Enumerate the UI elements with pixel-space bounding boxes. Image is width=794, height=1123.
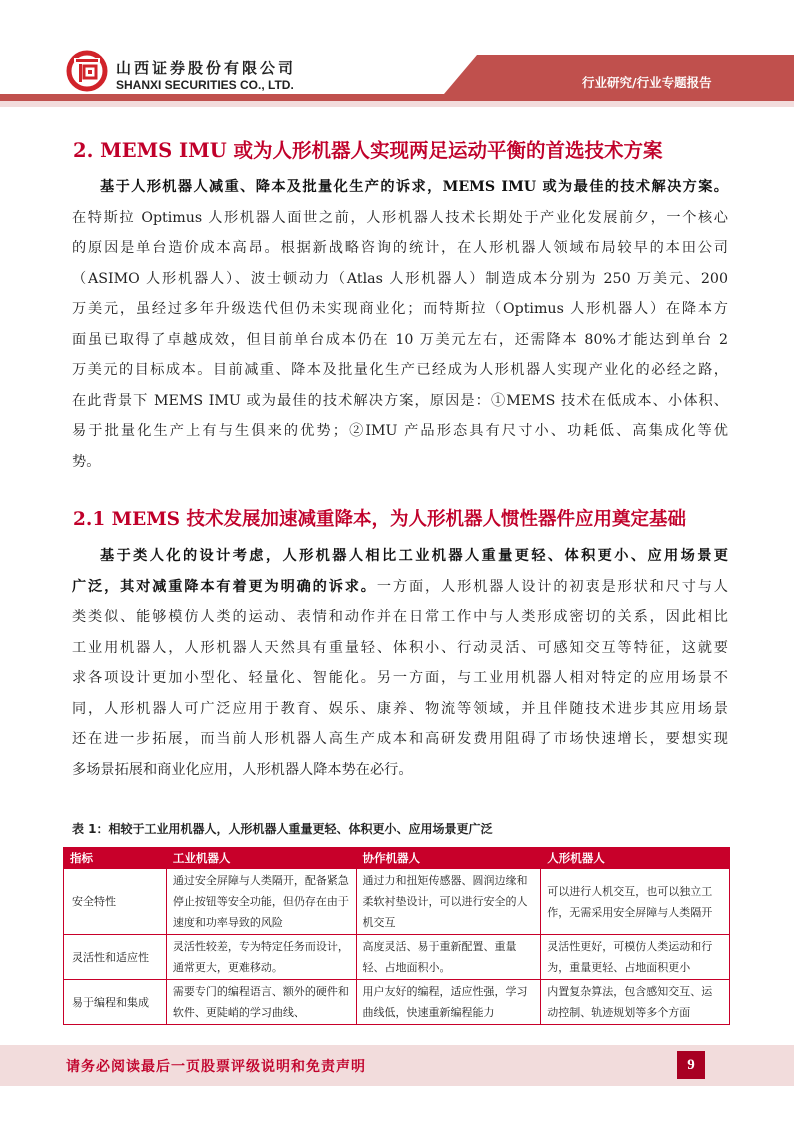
table-cell-metric: 安全特性 [64, 869, 167, 935]
paragraph-line: 基于人形机器人减重、降本及批量化生产的诉求，MEMS IMU 或为最佳的技术解决方案。 [100, 179, 728, 195]
paragraph-line: 势。 [72, 453, 101, 470]
section-heading-2-1: 2.1 MEMS 技术发展加速减重降本，为人形机器人惯性器件应用奠定基础 [73, 509, 686, 530]
table-cell: 内置复杂算法，包含感知交互、运动控制、轨迹规划等多个方面 [541, 980, 730, 1025]
company-name-en: SHANXI SECURITIES CO., LTD. [116, 78, 294, 92]
paragraph-line: 类类似、能够模仿人类的运动、表情和动作并在日常工作中与人类形成密切的关系，因此相比 [72, 609, 728, 625]
table-cell: 用户友好的编程，适应性强，学习曲线低，快速重新编程能力 [356, 980, 541, 1025]
paragraph-line: 基于类人化的设计考虑，人形机器人相比工业机器人重量更轻、体积更小、应用场景更 [100, 548, 728, 564]
paragraph-line: 易于批量化生产上有与生俱来的优势；②IMU 产品形态具有尺寸小、功耗低、高集成化等优 [72, 423, 728, 439]
paragraph-line: 求各项设计更加小型化、轻量化、智能化。另一方面，与工业用机器人相对特定的应用场景不 [72, 670, 728, 686]
paragraph-line: 同，人形机器人可广泛应用于教育、娱乐、康养、物流等领域，并且伴随技术进步其应用场景 [72, 700, 728, 717]
paragraph-line: （ASIMO 人形机器人）、波士顿动力（Atlas 人形机器人）制造成本分别为 250 万美元、200 [72, 270, 728, 287]
table-cell-metric: 灵活性和适应性 [64, 935, 167, 980]
table-cell-metric: 易于编程和集成 [64, 980, 167, 1025]
company-name-cn: 山西证券股份有限公司 [116, 59, 297, 77]
table-header-row [64, 848, 730, 869]
paragraph-line: 的原因是单台造价成本高昂。根据新战略咨询的统计，在人形机器人领域布局较早的本田公司 [72, 240, 728, 256]
section-2-body [72, 172, 728, 477]
table-cell: 通过安全屏障与人类隔开，配备紧急停止按钮等安全功能，但仍存在由于速度和功率导致的风险 [166, 869, 356, 935]
paragraph-line: 在特斯拉 Optimus 人形机器人面世之前，人形机器人技术长期处于产业化发展前夕，一个核心 [72, 209, 728, 226]
table-caption: 表 1：相较于工业用机器人，人形机器人重量更轻、体积更小、应用场景更广泛 [72, 822, 493, 836]
disclaimer-notice: 请务必阅读最后一页股票评级说明和免责声明 [66, 1059, 366, 1075]
table-cell: 灵活性较差，专为特定任务而设计，通常更大，更难移动。 [166, 935, 356, 980]
table-cell: 需要专门的编程语言、额外的硬件和软件、更陡峭的学习曲线、 [166, 980, 356, 1025]
table-cell: 通过力和扭矩传感器、圆润边缘和柔软衬垫设计，可以进行安全的人机交互 [356, 869, 541, 935]
table-row [64, 935, 730, 980]
column-header: 人形机器人 [541, 848, 730, 869]
table-cell: 灵活性更好，可模仿人类运动和行为，重量更轻、占地面积更小 [541, 935, 730, 980]
table-row [64, 869, 730, 935]
paragraph-line: 面虽已取得了卓越成效，但目前单台成本仍在 10 万美元左右，还需降本 80%才能达到单台 2 [72, 331, 728, 348]
paragraph-line: 还在进一步拓展，而当前人形机器人高生产成本和高研发费用阻碍了市场快速增长，要想实现 [72, 731, 728, 747]
table-cell: 可以进行人机交互，也可以独立工作，无需采用安全屏障与人类隔开 [541, 869, 730, 935]
comparison-table [63, 847, 730, 1025]
table-cell: 高度灵活、易于重新配置、重量轻、占地面积小。 [356, 935, 541, 980]
paragraph-line: 万美元，虽经过多年升级迭代但仍未实现商业化；而特斯拉（Optimus 人形机器人）在降本方 [72, 301, 728, 317]
section-heading-2: 2. MEMS IMU 或为人形机器人实现两足运动平衡的首选技术方案 [73, 139, 663, 162]
page-header [0, 0, 794, 120]
page-footer [0, 1045, 794, 1086]
section-2-1-body [72, 541, 728, 785]
paragraph-line: 在此背景下 MEMS IMU 或为最佳的技术解决方案，原因是：①MEMS 技术在低成本、小体积、 [72, 392, 728, 409]
paragraph-line: 多场景拓展和商业化应用，人形机器人降本势在必行。 [72, 761, 413, 778]
column-header: 指标 [64, 848, 167, 869]
paragraph-line: 工业用机器人，人形机器人天然具有重量轻、体积小、行动灵活、可感知交互等特征，这就要 [72, 639, 728, 656]
table-row [64, 980, 730, 1025]
column-header: 协作机器人 [356, 848, 541, 869]
column-header: 工业机器人 [166, 848, 356, 869]
page-number: 9 [677, 1051, 705, 1079]
paragraph-line: 广泛，其对减重降本有着更为明确的诉求。一方面，人形机器人设计的初衷是形状和尺寸与人 [72, 578, 728, 595]
paragraph-line: 万美元的目标成本。目前减重、降本及批量化生产已经成为人形机器人实现产业化的必经之路， [72, 362, 728, 378]
report-type-label: 行业研究/行业专题报告 [582, 75, 712, 90]
company-logo-icon [66, 50, 108, 92]
